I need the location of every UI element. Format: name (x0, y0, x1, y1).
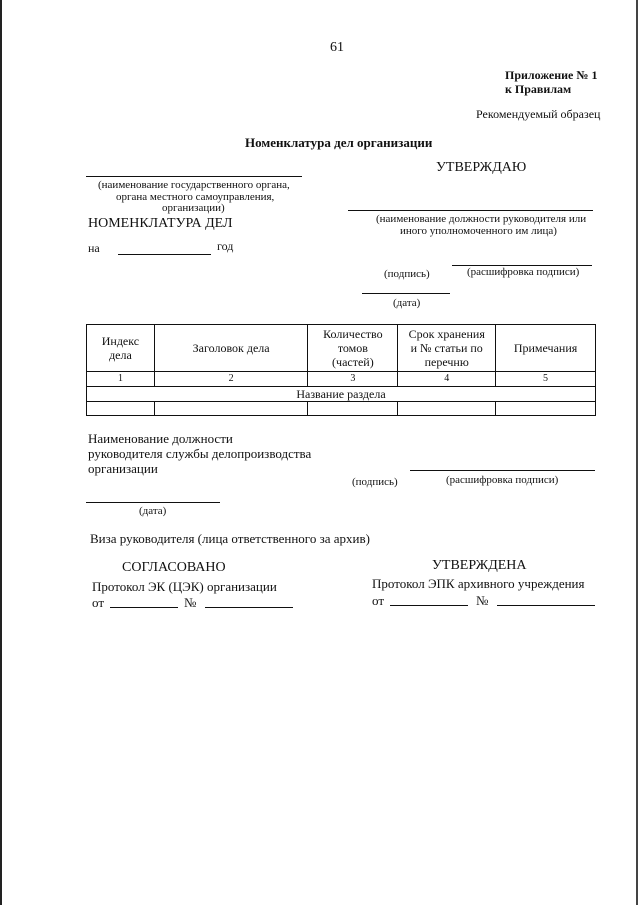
table-cell (87, 402, 155, 416)
records-signature-caption: (подпись) (352, 476, 398, 488)
agreed-title: СОГЛАСОВАНО (122, 560, 226, 575)
approved-date-line (390, 605, 468, 606)
year-line (118, 254, 211, 255)
header-cell-notes: Примечания (496, 325, 596, 372)
records-head-line2: руководителя службы делопроизводства (88, 446, 312, 461)
agreed-number-line (205, 607, 293, 608)
column-number: 4 (398, 372, 496, 387)
nomenclature-heading: НОМЕНКЛАТУРА ДЕЛ (88, 216, 233, 231)
approver-signature-caption: (подпись) (384, 268, 430, 280)
approver-position-line (348, 210, 593, 211)
agreed-protocol: Протокол ЭК (ЦЭК) организации (92, 579, 277, 594)
approved-title: УТВЕРЖДЕНА (432, 558, 527, 573)
nomenclature-table (86, 324, 596, 416)
header-cell-volumes: Количество томов (частей) (308, 325, 398, 372)
agreed-from-label: от (92, 595, 105, 610)
year-label: год (217, 239, 234, 253)
approve-title: УТВЕРЖДАЮ (436, 160, 527, 175)
header-cell-title: Заголовок дела (154, 325, 308, 372)
page-number: 61 (330, 40, 344, 55)
approver-position-caption-2: иного уполномоченного им лица) (400, 225, 557, 237)
approved-number-line (497, 605, 595, 606)
table-cell (154, 402, 308, 416)
column-number-row (87, 372, 596, 387)
on-label: на (88, 241, 100, 255)
appendix-line1: Приложение № 1 (505, 68, 598, 82)
records-date-caption: (дата) (139, 505, 167, 517)
sample-note: Рекомендуемый образец (476, 107, 601, 121)
approver-position-caption-1: (наименование должности руководителя или (376, 213, 587, 225)
header-cell-retention: Срок хранения и № статьи по перечню (398, 325, 496, 372)
agreed-date-line (110, 607, 178, 608)
section-row (87, 387, 596, 402)
table-row (87, 402, 596, 416)
table-header-row (87, 325, 596, 372)
table-cell (308, 402, 398, 416)
page-edge-right (636, 0, 638, 905)
appendix-line2: к Правилам (505, 82, 572, 96)
column-number: 5 (496, 372, 596, 387)
section-title: Название раздела (87, 387, 596, 402)
header-cell-index: Индекс дела (87, 325, 155, 372)
org-name-line (86, 176, 302, 177)
approve-date-caption: (дата) (393, 297, 421, 309)
agreed-number-label: № (184, 595, 197, 610)
records-date-line (86, 502, 220, 503)
approver-decoding-caption: (расшифровка подписи) (467, 266, 580, 278)
archive-visa: Виза руководителя (лица ответственного за архив) (90, 531, 370, 546)
org-caption-1: (наименование государственного органа, (98, 179, 290, 191)
org-caption-2: органа местного самоуправления, (116, 191, 275, 203)
records-head-line1: Наименование должности (88, 431, 233, 446)
table-cell (496, 402, 596, 416)
approve-date-line (362, 293, 450, 294)
approved-from-label: от (372, 593, 385, 608)
document-title: Номенклатура дел организации (245, 135, 433, 150)
column-number: 2 (154, 372, 308, 387)
records-decoding-line (410, 470, 595, 471)
records-head-line3: организации (88, 461, 158, 476)
approved-number-label: № (476, 593, 489, 608)
records-decoding-caption: (расшифровка подписи) (446, 474, 559, 486)
org-caption-3: организации) (162, 202, 225, 214)
column-number: 3 (308, 372, 398, 387)
page-edge-left (0, 0, 2, 905)
column-number: 1 (87, 372, 155, 387)
table-cell (398, 402, 496, 416)
approved-protocol: Протокол ЭПК архивного учреждения (372, 576, 585, 591)
